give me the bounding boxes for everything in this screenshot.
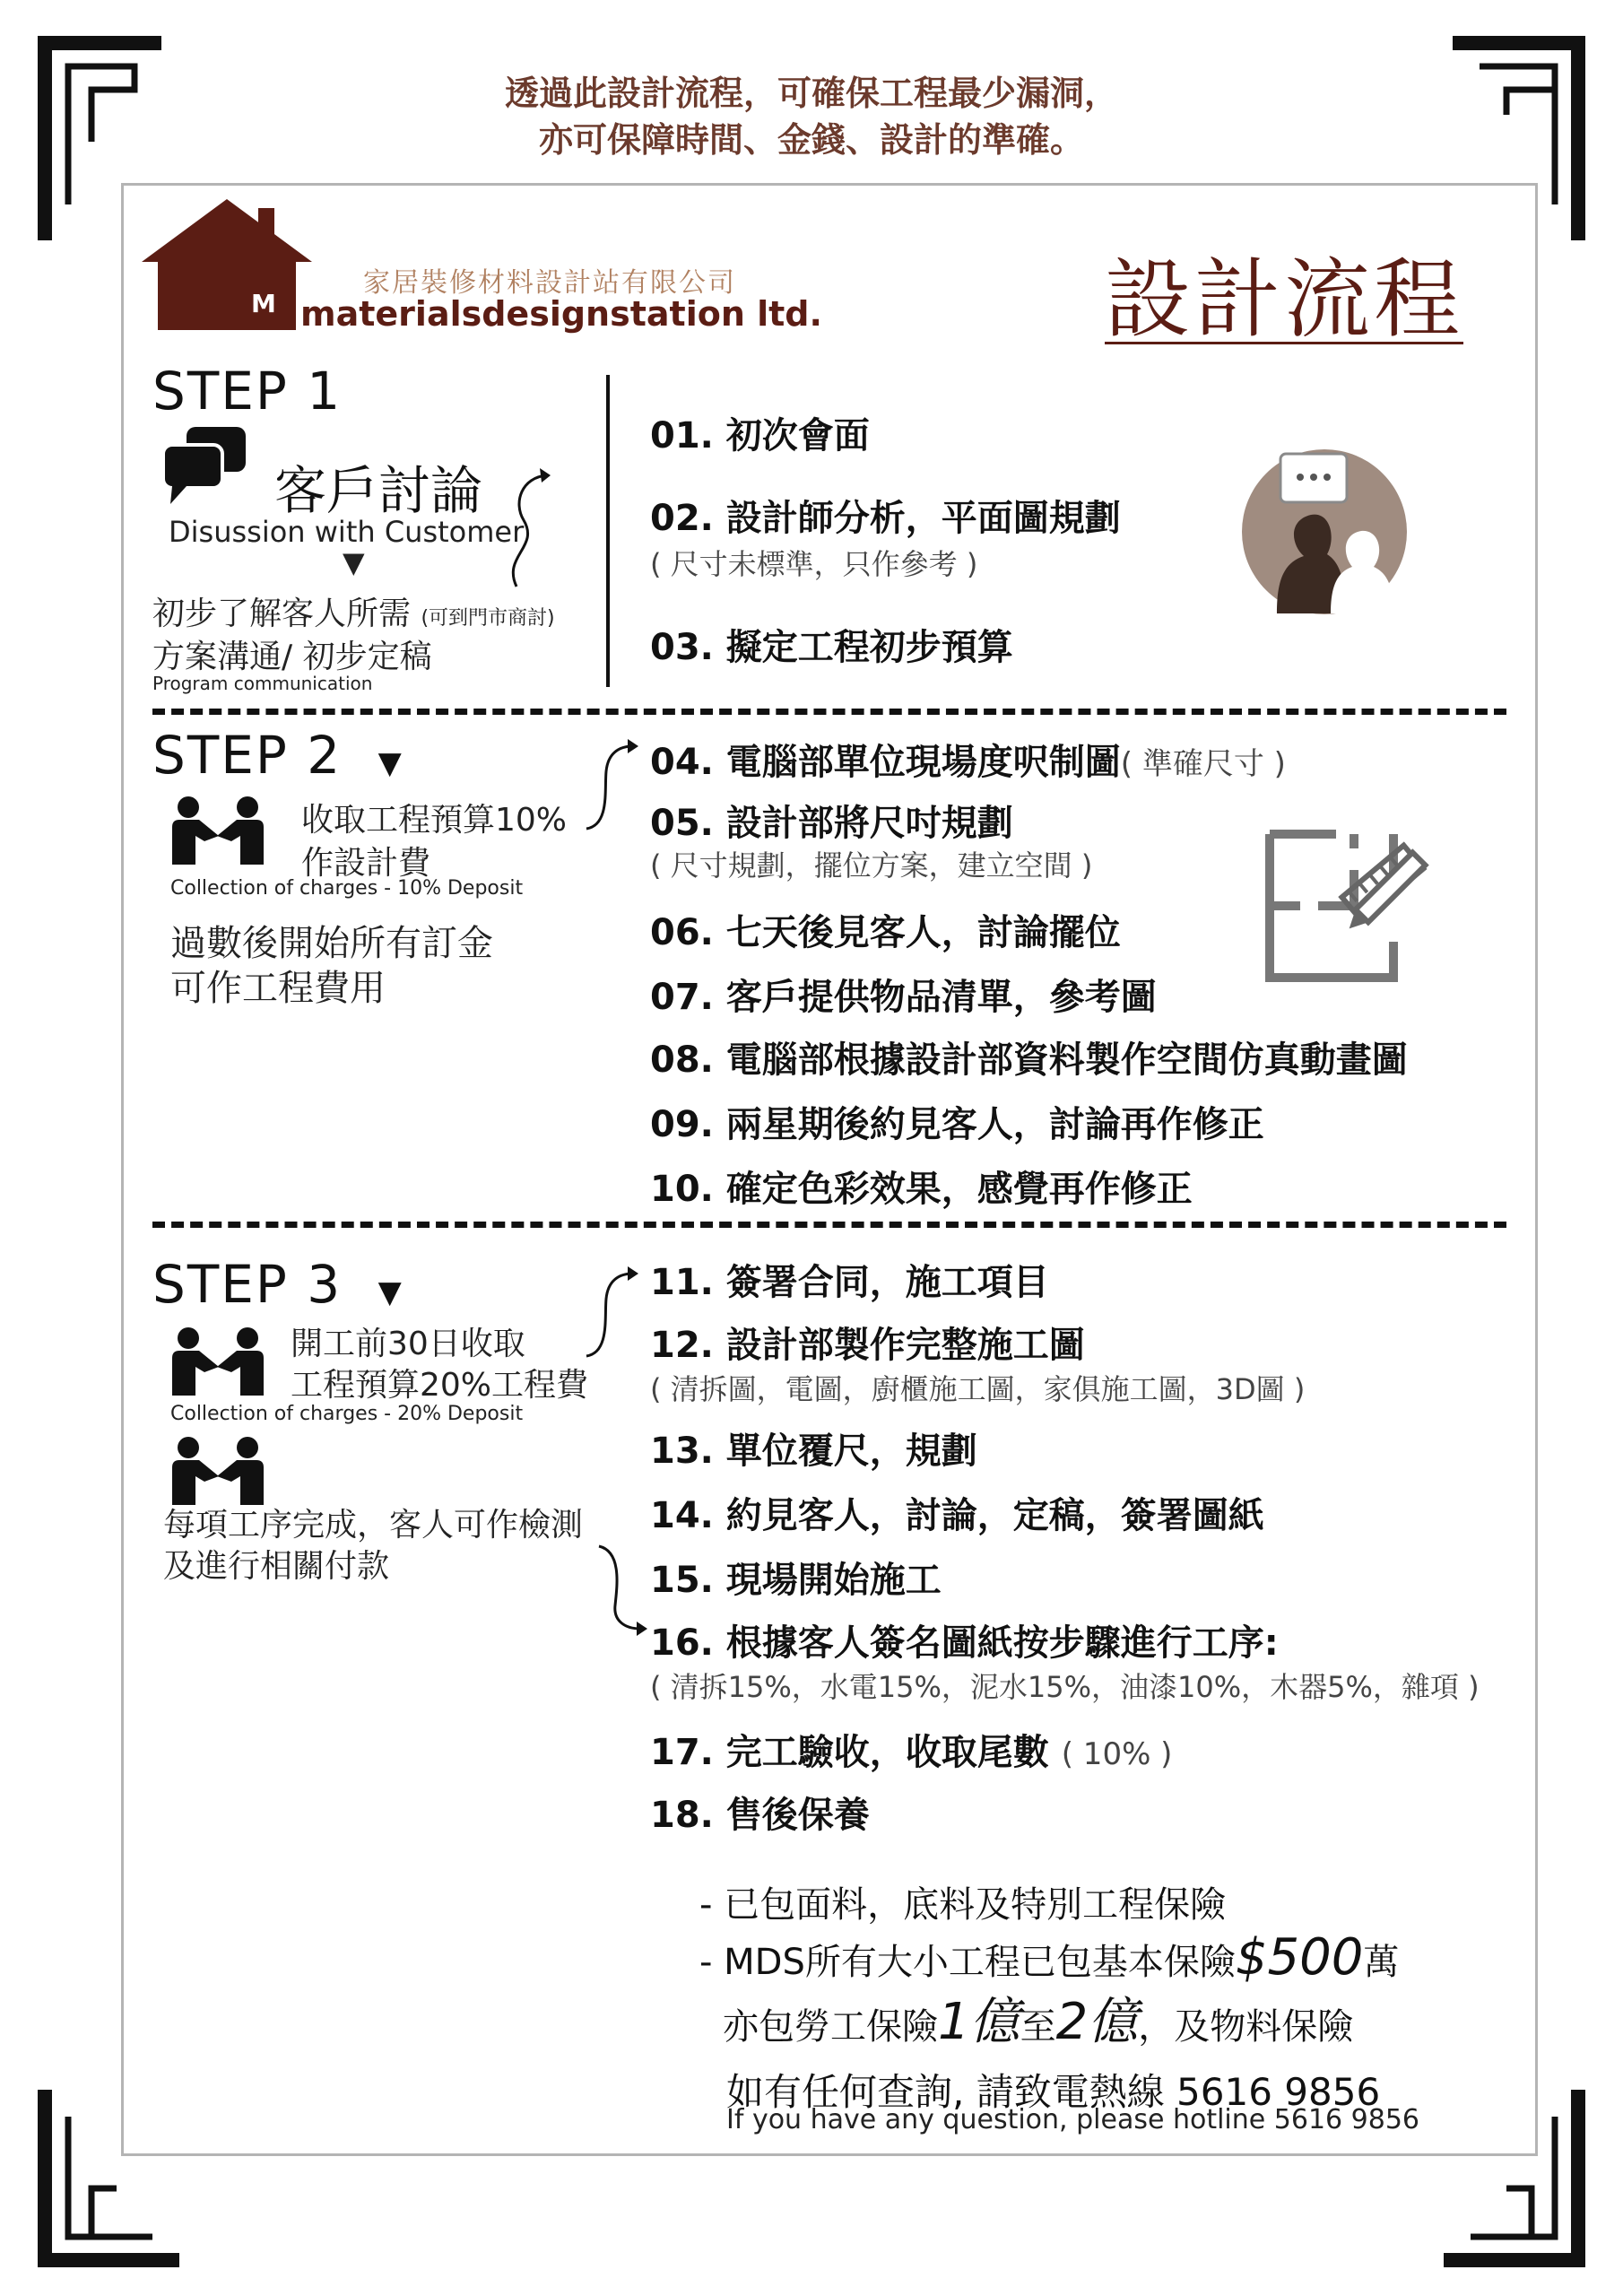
step3-label-text: STEP 3 <box>152 1254 343 1315</box>
step1-item-03: 03. 擬定工程初步預算 <box>650 627 1013 668</box>
company-name-cn: 家居裝修材料設計站有限公司 <box>363 267 736 299</box>
step2-down-arrow: ▼ <box>378 745 404 781</box>
curved-arrow-icon <box>504 466 558 592</box>
intro-text <box>0 70 1623 163</box>
step2-item-07: 07. 客戶提供物品清單，參考圖 <box>650 977 1157 1018</box>
step1-item-01: 01. 初次會面 <box>650 415 870 457</box>
step2-fee-line-1: 收取工程預算10% <box>301 802 568 839</box>
conversation-people-icon <box>1241 448 1408 615</box>
step2-fee-en: Collection of charges - 10% Deposit <box>170 877 524 900</box>
step3-item-12-sub: ( 清拆圖，電圖，廚櫃施工圖，家俱施工圖，3D圖 ) <box>650 1372 1306 1406</box>
step3-item-17 <box>650 1724 1172 1775</box>
step3-item-18: 18. 售後保養 <box>650 1795 870 1836</box>
intro-line-1: 透過此設計流程，可確保工程最少漏洞， <box>504 74 1118 113</box>
company-name-en: materialsdesignstation ltd. <box>300 294 822 334</box>
insurance-amount-1: 1億 <box>938 1993 1020 2051</box>
hotline-cn: 如有任何查詢, 請致電熱線 5616 9856 <box>726 2070 1381 2114</box>
step3-item-17-text: 17. 完工驗收，收取尾數 <box>650 1732 1049 1773</box>
insurance-line-2-unit: 萬 <box>1363 1942 1400 1983</box>
step3-item-16-sub: ( 清拆15%，水電15%，泥水15%，油漆10%，木器5%，雜項 ) <box>650 1670 1480 1704</box>
step2-desc-2: 可作工程費用 <box>170 968 386 1009</box>
handshake-icon <box>169 1326 267 1396</box>
handshake-icon <box>169 1435 267 1505</box>
step1-desc-1 <box>152 588 555 634</box>
step3-item-14: 14. 約見客人，討論，定稿，簽署圖紙 <box>650 1495 1264 1536</box>
step3-fee-line-2: 工程預算20%工程費 <box>291 1367 589 1404</box>
logo-letter: M <box>251 289 276 318</box>
step1-desc-2: 方案溝通/ 初步定稿 <box>152 639 432 675</box>
step2-item-06: 06. 七天後見客人，討論擺位 <box>650 912 1121 953</box>
curved-arrow-icon <box>583 735 640 834</box>
step1-desc-1-note: (可到門市商討) <box>421 607 555 630</box>
step1-desc-1-text: 初步了解客人所需 <box>152 596 412 632</box>
step3-desc-2: 及進行相關付款 <box>163 1548 390 1585</box>
step2-item-10: 10. 確定色彩效果，感覺再作修正 <box>650 1169 1193 1210</box>
step2-fee-line-2: 作設計費 <box>301 845 431 882</box>
step2-desc-1: 過數後開始所有訂金 <box>170 923 493 964</box>
step3-item-16: 16. 根據客人簽名圖紙按步驟進行工序: <box>650 1622 1279 1664</box>
step2-item-05-sub: ( 尺寸規劃，擺位方案，建立空間 ) <box>650 848 1093 883</box>
step1-down-arrow: ▼ <box>343 545 365 579</box>
step1-item-02-sub: ( 尺寸未標準，只作參考 ) <box>650 547 978 581</box>
step3-item-13: 13. 單位覆尺，規劃 <box>650 1431 977 1472</box>
section-divider-2 <box>152 1222 1506 1228</box>
step3-item-11: 11. 簽署合同，施工項目 <box>650 1262 1049 1303</box>
section-divider-1 <box>152 709 1506 715</box>
step2-label-text: STEP 2 <box>152 725 343 786</box>
step2-item-05: 05. 設計部將尺吋規劃 <box>650 803 1013 844</box>
step1-desc-2-en: Program communication <box>152 673 373 694</box>
step2-item-04-text: 04. 電腦部單位現場度呎制圖 <box>650 742 1121 783</box>
step3-item-12: 12. 設計部製作完整施工圖 <box>650 1325 1085 1366</box>
step2-item-09: 09. 兩星期後約見客人，討論再作修正 <box>650 1104 1264 1145</box>
step2-item-04 <box>650 734 1286 785</box>
step1-label: STEP 1 <box>152 361 343 422</box>
hotline-en: If you have any question, please hotline 5616 9856 <box>726 2104 1419 2135</box>
insurance-line-2 <box>699 1928 1399 1987</box>
step3-desc-1: 每項工序完成，客人可作檢測 <box>163 1507 584 1544</box>
step1-item-02: 02. 設計師分析，平面圖規劃 <box>650 498 1121 539</box>
step3-item-17-note: ( 10% ) <box>1061 1736 1173 1772</box>
page-title: 設計流程 <box>1105 249 1463 350</box>
step1-heading-cn: 客戶討論 <box>274 460 483 521</box>
curved-arrow-icon <box>583 1263 640 1361</box>
step3-down-arrow: ▼ <box>378 1274 404 1310</box>
step3-fee-en: Collection of charges - 20% Deposit <box>170 1403 524 1425</box>
chat-bubbles-icon <box>160 425 249 506</box>
insurance-line-2-text: - MDS所有大小工程已包基本保險 <box>699 1942 1236 1983</box>
handshake-icon <box>169 795 267 865</box>
insurance-line-1: - 已包面料，底料及特別工程保險 <box>699 1884 1227 1926</box>
curved-arrow-icon <box>595 1543 649 1641</box>
step1-heading-en: Disussion with Customer <box>169 515 525 549</box>
step2-item-04-note: ( 準確尺寸 ) <box>1120 746 1286 782</box>
step3-label <box>152 1254 404 1315</box>
step2-label <box>152 725 404 786</box>
step3-item-15: 15. 現場開始施工 <box>650 1560 942 1601</box>
insurance-line-3-end: ，及物料保險 <box>1138 2006 1354 2048</box>
step2-item-08: 08. 電腦部根據設計部資料製作空間仿真動畫圖 <box>650 1039 1408 1081</box>
step3-fee-line-1: 開工前30日收取 <box>291 1326 525 1362</box>
intro-line-2: 亦可保障時間、金錢、設計的準確。 <box>538 120 1084 160</box>
insurance-amount-2: 2億 <box>1055 1993 1139 2051</box>
house-logo-icon <box>142 199 312 330</box>
step1-divider <box>606 375 610 687</box>
floor-plan-ruler-pencil-icon <box>1264 825 1435 987</box>
insurance-line-3 <box>723 1982 1353 2054</box>
insurance-amount: $500 <box>1235 1928 1364 1987</box>
insurance-line-3-mid: 至 <box>1020 2006 1056 2048</box>
insurance-line-3-text: 亦包勞工保險 <box>723 2006 938 2048</box>
